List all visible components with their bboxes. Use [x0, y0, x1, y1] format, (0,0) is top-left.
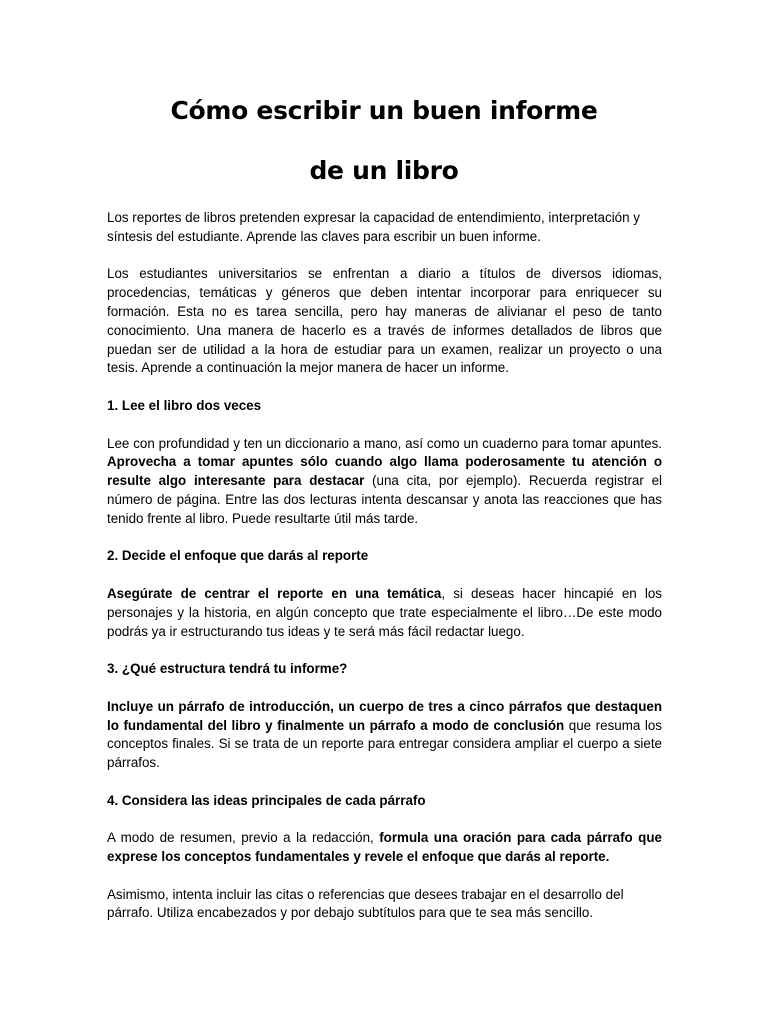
section-1-text-b: (una cita, por ejemplo). Recuerda registrar el número de página. Entre las dos lecturas intenta descansar y anota las reacciones que has tenido frente al libro. Puede resultarte útil más tarde.: [107, 473, 662, 526]
section-3-paragraph: [107, 698, 662, 773]
section-1-text-bold: Aprovecha a tomar apuntes sólo cuando algo llama poderosamente tu atención o resulte algo interesante para destacar: [107, 454, 662, 489]
section-2-heading: 2. Decide el enfoque que darás al reporte: [107, 548, 369, 564]
context-paragraph: Los estudiantes universitarios se enfrentan a diario a títulos de diversos idiomas, procedencias, temáticas y géneros que deben intentar incorporar para enriquecer su formación. Esta no es tarea sencilla, pero hay maneras de alivianar el peso de tanto conocimiento. Una manera de hacerlo es a través de informes detallados de libros que puedan ser de utilidad a la hora de estudiar para un examen, realizar un proyecto o una tesis. Aprende a continuación la mejor manera de hacer un informe.: [107, 266, 662, 376]
section-1-heading: 1. Lee el libro dos veces: [107, 397, 262, 413]
section-2-text-bold: Asegúrate de centrar el reporte en una temática: [107, 585, 442, 601]
document-title-line-1: Cómo escribir un buen informe: [170, 96, 598, 125]
intro-paragraph: Los reportes de libros pretenden expresar la capacidad de entendimiento, interpretación y síntesis del estudiante. Aprende las claves para escribir un buen informe.: [107, 210, 640, 244]
section-4-text-bold: formula una oración para cada párrafo que exprese los conceptos fundamentales y revele el enfoque que darás al reporte.: [107, 830, 662, 865]
section-1-paragraph: [107, 435, 662, 529]
section-4-text-a: A modo de resumen, previo a la redacción,: [107, 830, 380, 846]
section-3-heading: 3. ¿Qué estructura tendrá tu informe?: [107, 661, 348, 677]
section-4-paragraph: [107, 829, 662, 867]
section-1-text-a: Lee con profundidad y ten un diccionario a mano, así como un cuaderno para tomar apuntes.: [107, 435, 662, 451]
section-4-paragraph-2: Asimismo, intenta incluir las citas o referencias que desees trabajar en el desarrollo del párrafo. Utiliza encabezados y por debajo subtítulos para que te sea más sencillo.: [107, 886, 624, 921]
section-3-text-bold: Incluye un párrafo de introducción, un cuerpo de tres a cinco párrafos que destaquen lo fundamental del libro y finalmente un párrafo a modo de conclusión: [107, 698, 662, 733]
document-title-line-2: de un libro: [309, 156, 459, 185]
section-3-text-b: que resuma los conceptos finales. Si se trata de un reporte para entregar considera ampliar el cuerpo a siete párrafos.: [107, 717, 662, 771]
document-body: [107, 209, 662, 942]
section-2-paragraph: [107, 585, 662, 641]
section-4-heading: 4. Considera las ideas principales de cada párrafo: [107, 792, 426, 808]
section-2-text-b: , si deseas hacer hincapié en los personajes y la historia, en algún concepto que trate especialmente el libro…De este modo podrás ya ir estructurando tus ideas y te será más fácil redactar luego.: [107, 585, 662, 639]
